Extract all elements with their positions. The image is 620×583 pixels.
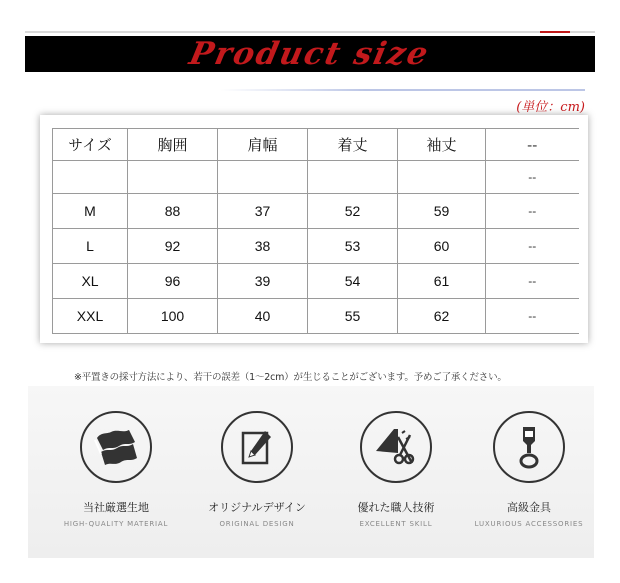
banner-title: Product size (186, 36, 434, 72)
header-sleeve: 袖丈 (398, 129, 486, 161)
measurement-notice: ※平置きの採寸方法により、若干の誤差（1～2cm）が生じることがございます。予めご了承ください。 (74, 372, 507, 383)
table-cell: 40 (218, 299, 308, 334)
table-cell: 96 (128, 264, 218, 299)
feature-title: 当社厳選生地 (83, 501, 149, 514)
header-length: 着丈 (308, 129, 398, 161)
table-cell: 100 (128, 299, 218, 334)
table-cell: 59 (398, 194, 486, 229)
header-chest: 胸囲 (128, 129, 218, 161)
table-cell: -- (486, 161, 579, 194)
table-cell: 38 (218, 229, 308, 264)
table-cell: 53 (308, 229, 398, 264)
table-cell: 92 (128, 229, 218, 264)
table-cell: -- (486, 229, 579, 264)
feature-subtitle: LUXURIOUS ACCESSORIES (474, 520, 584, 528)
feature-title: 高級金具 (507, 501, 551, 514)
table-cell: 61 (398, 264, 486, 299)
feature-subtitle: ORIGINAL DESIGN (219, 520, 295, 528)
table-cell: 55 (308, 299, 398, 334)
feature-design (192, 411, 322, 528)
feature-material (51, 411, 181, 528)
table-cell: -- (486, 264, 579, 299)
feature-accessories (464, 411, 594, 528)
feature-subtitle: HIGH-QUALITY MATERIAL (63, 520, 169, 528)
table-cell (53, 161, 128, 194)
accent-line (220, 89, 585, 91)
table-header-row (53, 129, 579, 161)
table-row (53, 194, 579, 229)
table-cell (398, 161, 486, 194)
table-cell: 39 (218, 264, 308, 299)
table-cell (218, 161, 308, 194)
title-banner (25, 36, 595, 72)
top-divider (25, 31, 595, 33)
table-cell: 37 (218, 194, 308, 229)
scissors-icon (360, 411, 432, 483)
feature-skill (331, 411, 461, 528)
features-panel (28, 386, 594, 558)
feature-subtitle: EXCELLENT SKILL (359, 520, 433, 528)
table-cell (308, 161, 398, 194)
table-row (53, 299, 579, 334)
table-cell: 88 (128, 194, 218, 229)
table-cell (128, 161, 218, 194)
table-cell: 60 (398, 229, 486, 264)
size-table (52, 128, 579, 334)
feature-title: 優れた職人技術 (357, 501, 435, 514)
table-row (53, 161, 579, 194)
unit-label: (単位：cm) (516, 100, 585, 115)
table-cell: -- (486, 299, 579, 334)
size-table-card (40, 115, 588, 343)
zipper-icon (493, 411, 565, 483)
header-extra: -- (486, 129, 579, 161)
header-shoulder: 肩幅 (218, 129, 308, 161)
table-cell: 62 (398, 299, 486, 334)
table-cell: 52 (308, 194, 398, 229)
fabric-icon (80, 411, 152, 483)
table-cell: -- (486, 194, 579, 229)
table-row (53, 229, 579, 264)
header-size: サイズ (53, 129, 128, 161)
feature-title: オリジナルデザイン (208, 501, 306, 514)
table-cell: M (53, 194, 128, 229)
table-cell: 54 (308, 264, 398, 299)
design-pencil-icon (221, 411, 293, 483)
top-divider-accent (540, 31, 570, 33)
table-cell: XL (53, 264, 128, 299)
table-row (53, 264, 579, 299)
table-cell: L (53, 229, 128, 264)
table-cell: XXL (53, 299, 128, 334)
